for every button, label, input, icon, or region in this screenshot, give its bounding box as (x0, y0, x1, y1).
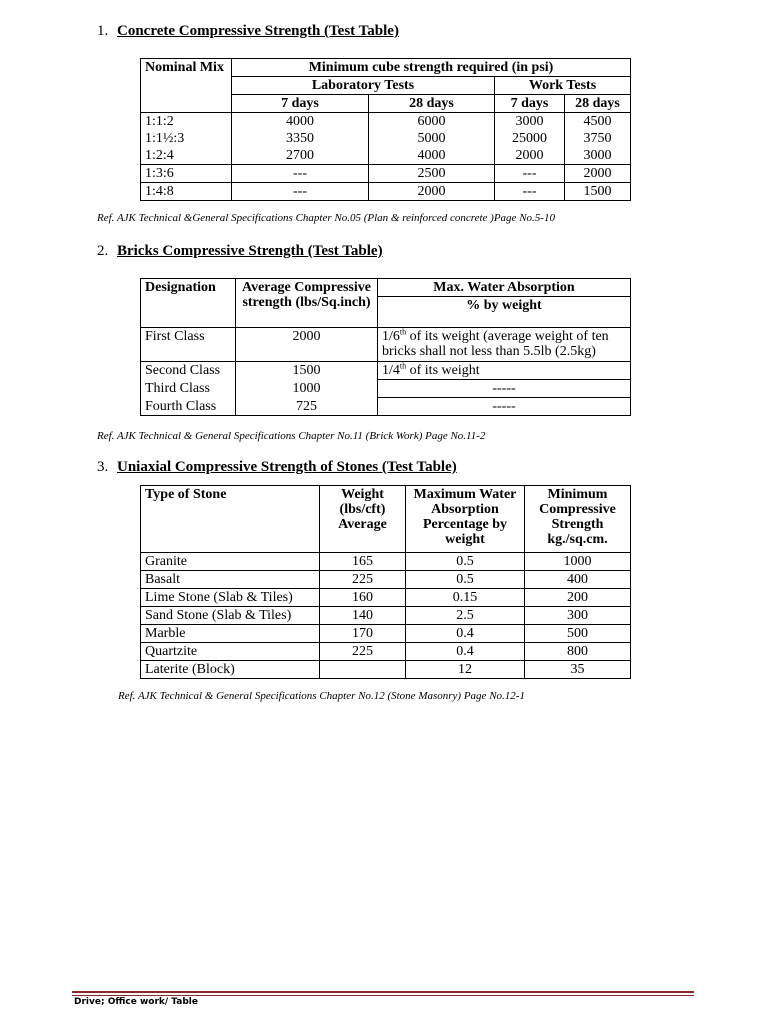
cell-mix: 1:1:2 (141, 113, 232, 131)
section-1-number: 1. (97, 23, 109, 39)
cell-strength: 725 (236, 398, 378, 416)
table-row (141, 553, 631, 571)
cell-work7: 25000 (495, 130, 565, 147)
table-row (141, 571, 631, 589)
cell-stone-type: Laterite (Block) (141, 661, 320, 679)
cell-lab7: --- (232, 183, 369, 201)
cell-stone-type: Sand Stone (Slab & Tiles) (141, 607, 320, 625)
table-row (141, 607, 631, 625)
cell-designation: Second Class (141, 362, 236, 380)
cell-weight: 225 (320, 643, 406, 661)
cell-work28: 2000 (565, 165, 631, 183)
header-min-strength: Minimum Compressive Strength kg./sq.cm. (525, 486, 631, 553)
table-row (141, 643, 631, 661)
section-3-heading (97, 458, 457, 476)
cell-work28: 4500 (565, 113, 631, 131)
cell-weight: 225 (320, 571, 406, 589)
section-3-number: 3. (97, 459, 109, 475)
stones-strength-table (140, 485, 631, 679)
cell-mix: 1:4:8 (141, 183, 232, 201)
header-water-absorption: Maximum Water Absorption Percentage by weight (406, 486, 525, 553)
cell-strength: 400 (525, 571, 631, 589)
cell-lab7: --- (232, 165, 369, 183)
header-lab-7days: 7 days (232, 95, 369, 113)
bricks-strength-table (140, 278, 631, 416)
cell-lab28: 6000 (369, 113, 495, 131)
header-work-7days: 7 days (495, 95, 565, 113)
section-2-number: 2. (97, 243, 109, 259)
concrete-strength-table (140, 58, 631, 201)
table-row (141, 362, 631, 380)
table-row (141, 661, 631, 679)
absorption-note: of its weight (average weight of ten bricks shall not less than 5.5lb (2.5kg) (382, 329, 609, 359)
header-designation: Designation (141, 279, 236, 328)
absorption-fraction: 1/6 (382, 329, 400, 344)
table-row (141, 328, 631, 362)
cell-stone-type: Quartzite (141, 643, 320, 661)
cell-stone-type: Granite (141, 553, 320, 571)
absorption-note: of its weight (406, 363, 480, 378)
cell-strength: 800 (525, 643, 631, 661)
section-2-title: Bricks Compressive Strength (Test Table) (117, 243, 383, 259)
section-2-reference: Ref. AJK Technical & General Specifications Chapter No.11 (Brick Work) Page No.11-2 (97, 430, 486, 442)
cell-absorption: 0.4 (406, 625, 525, 643)
cell-work7: 3000 (495, 113, 565, 131)
table-row (141, 113, 631, 131)
cell-lab28: 2500 (369, 165, 495, 183)
header-weight: Weight (lbs/cft) Average (320, 486, 406, 553)
footer-text: Drive; Office work/ Table (74, 997, 198, 1007)
header-nominal-mix: Nominal Mix (141, 59, 232, 113)
table-row (141, 625, 631, 643)
cell-lab28: 4000 (369, 147, 495, 165)
cell-work28: 1500 (565, 183, 631, 201)
cell-work28: 3000 (565, 147, 631, 165)
cell-mix: 1:2:4 (141, 147, 232, 165)
cell-strength: 2000 (236, 328, 378, 362)
cell-lab7: 4000 (232, 113, 369, 131)
cell-work7: --- (495, 183, 565, 201)
table-row (141, 183, 631, 201)
section-1-reference: Ref. AJK Technical &General Specifications Chapter No.05 (Plan & reinforced concrete )Page No.5-10 (97, 212, 555, 224)
absorption-fraction: 1/4 (382, 363, 400, 378)
cell-strength: 1500 (236, 362, 378, 380)
cell-designation: First Class (141, 328, 236, 362)
header-min-strength: Minimum cube strength required (in psi) (232, 59, 631, 77)
cell-stone-type: Lime Stone (Slab & Tiles) (141, 589, 320, 607)
section-1-title: Concrete Compressive Strength (Test Table) (117, 23, 399, 39)
cell-absorption (378, 362, 631, 380)
cell-lab7: 2700 (232, 147, 369, 165)
cell-lab7: 3350 (232, 130, 369, 147)
cell-work28: 3750 (565, 130, 631, 147)
cell-lab28: 2000 (369, 183, 495, 201)
cell-absorption: 2.5 (406, 607, 525, 625)
cell-strength: 1000 (525, 553, 631, 571)
cell-absorption: 0.5 (406, 571, 525, 589)
cell-weight: 140 (320, 607, 406, 625)
cell-absorption: ----- (378, 380, 631, 398)
table-row (141, 165, 631, 183)
cell-stone-type: Marble (141, 625, 320, 643)
absorption-suffix: th (399, 361, 407, 371)
cell-strength: 1000 (236, 380, 378, 398)
cell-absorption: ----- (378, 398, 631, 416)
section-3-title: Uniaxial Compressive Strength of Stones (Test Table) (117, 459, 457, 475)
cell-mix: 1:1½:3 (141, 130, 232, 147)
header-lab-tests: Laboratory Tests (232, 77, 495, 95)
header-water-absorption: Max. Water Absorption (378, 279, 631, 297)
cell-work7: 2000 (495, 147, 565, 165)
header-work-28days: 28 days (565, 95, 631, 113)
cell-stone-type: Basalt (141, 571, 320, 589)
footer-rule (72, 991, 694, 993)
cell-lab28: 5000 (369, 130, 495, 147)
absorption-suffix: th (399, 327, 407, 337)
header-by-weight: % by weight (378, 297, 631, 328)
cell-absorption: 0.5 (406, 553, 525, 571)
table-row (141, 147, 631, 165)
cell-strength: 300 (525, 607, 631, 625)
cell-designation: Third Class (141, 380, 236, 398)
cell-absorption (378, 328, 631, 362)
cell-absorption: 0.4 (406, 643, 525, 661)
header-stone-type: Type of Stone (141, 486, 320, 553)
section-2-heading (97, 242, 383, 260)
cell-designation: Fourth Class (141, 398, 236, 416)
cell-weight (320, 661, 406, 679)
header-avg-strength: Average Compressive strength (lbs/Sq.inch) (236, 279, 378, 328)
cell-strength: 500 (525, 625, 631, 643)
header-lab-28days: 28 days (369, 95, 495, 113)
cell-strength: 35 (525, 661, 631, 679)
table-row (141, 130, 631, 147)
cell-weight: 165 (320, 553, 406, 571)
table-row (141, 589, 631, 607)
cell-mix: 1:3:6 (141, 165, 232, 183)
cell-absorption: 0.15 (406, 589, 525, 607)
cell-strength: 200 (525, 589, 631, 607)
header-work-tests: Work Tests (495, 77, 631, 95)
cell-absorption: 12 (406, 661, 525, 679)
cell-weight: 170 (320, 625, 406, 643)
cell-weight: 160 (320, 589, 406, 607)
table-row (141, 380, 631, 398)
table-row (141, 398, 631, 416)
section-3-reference: Ref. AJK Technical & General Specifications Chapter No.12 (Stone Masonry) Page No.12-1 (118, 690, 525, 702)
section-1-heading (97, 22, 399, 40)
footer-rule-thin (72, 995, 694, 996)
cell-work7: --- (495, 165, 565, 183)
